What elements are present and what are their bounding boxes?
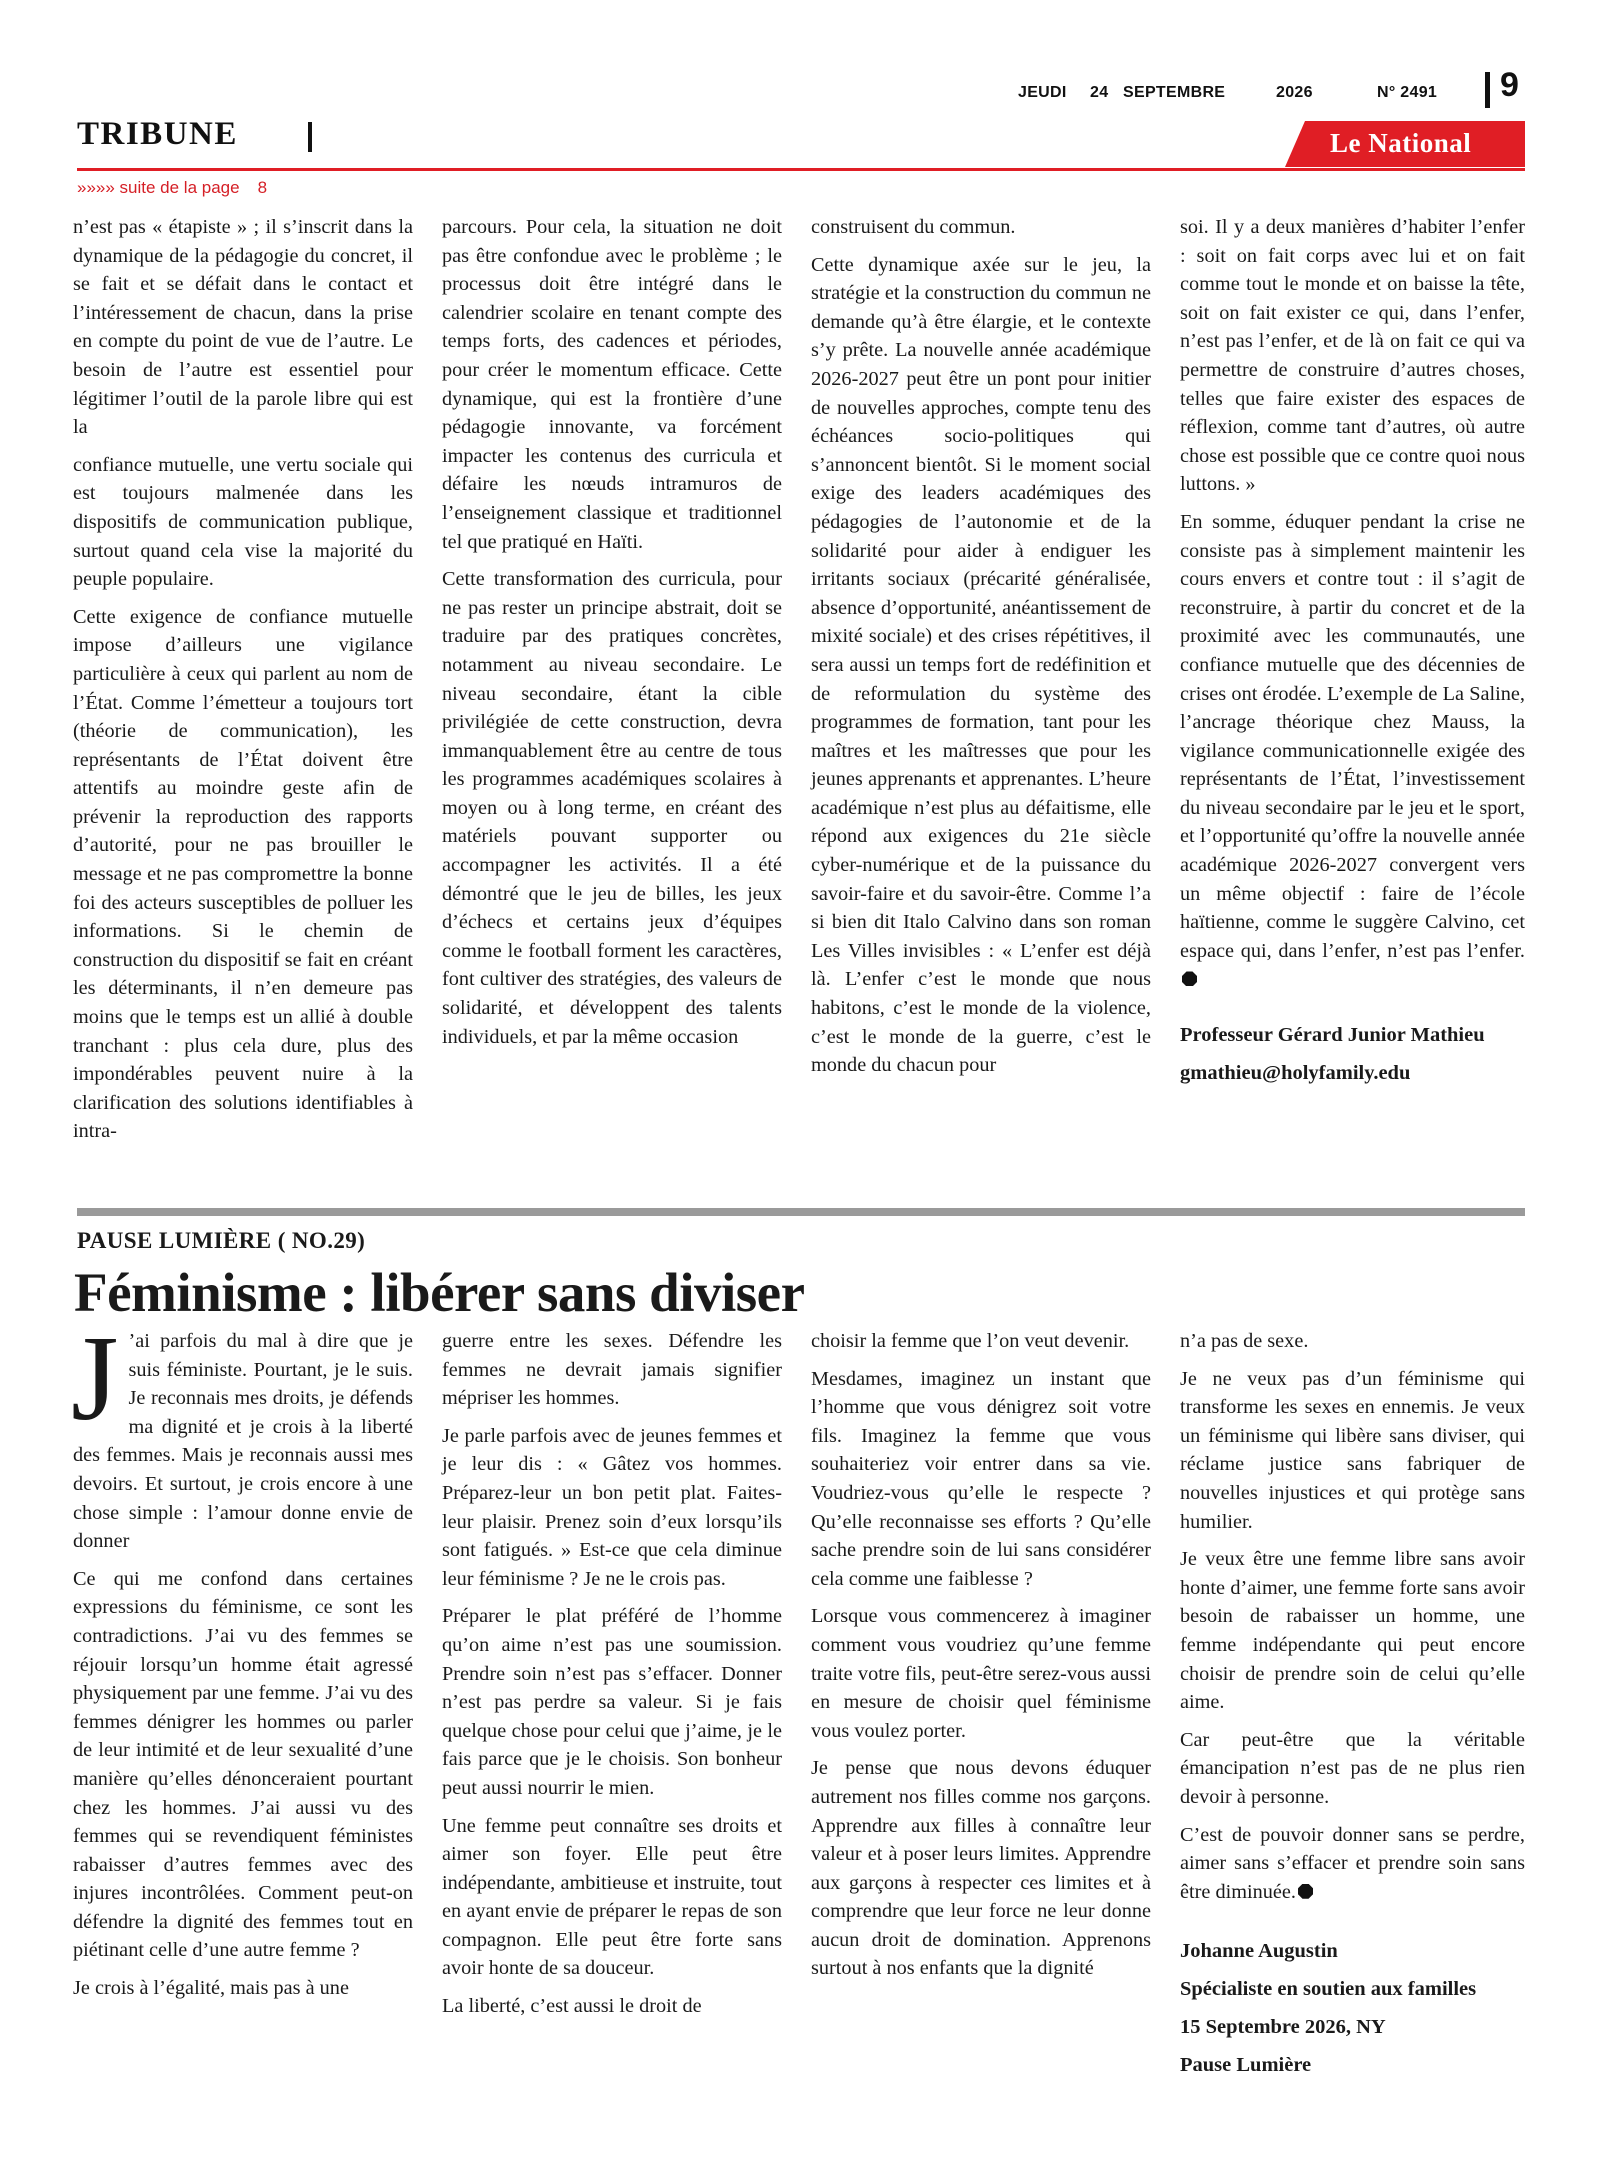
article1-column-4 — [1180, 213, 1525, 1092]
article2-column-3 — [811, 1327, 1151, 1992]
header-issue-number: N° 2491 — [1377, 84, 1438, 101]
header-red-rule — [77, 168, 1525, 171]
paragraph: Mesdames, imaginez un instant que l’homme que vous dénigrez soit votre fils. Imaginez la femme que vous souhaiteriez voir entrer dans sa vie. Voudriez-vous qu’elle le respecte ? Qu’elle reconnaisse ses efforts ? Qu’elle sache prendre soin de lui sans considérer cela comme une faiblesse ? — [811, 1367, 1151, 1590]
end-mark-icon — [1298, 1884, 1313, 1899]
header-divider — [1485, 72, 1490, 108]
article2-column-1 — [71, 1311, 413, 2012]
continued-page-link[interactable]: 8 — [257, 178, 268, 197]
page-number: 9 — [1500, 66, 1519, 104]
paragraph: soi. Il y a deux manières d’habiter l’enfer : soit on fait corps avec lui et on fait comme tout le monde et on baisse la tête, soit on fait exister ce qui, dans l’enfer, n’est pas l’enfer, et de là on fait ce qui va permettre de construire d’autres choses, telles que faire exister des espaces de réflexion, comme tant d’autres, où autre chose est possible que ce contre quoi nous luttons. » — [1180, 216, 1525, 496]
paragraph: parcours. Pour cela, la situation ne doit pas être confondue avec le problème ; le processus doit être intégré dans le calendrier scolaire en tenant compte des temps forts, des cadences et périodes, pour créer le momentum efficace. Cette dynamique, qui est la frontière d’une pédagogie innovante, va forcément impacter les contenus des curricula et défaire les nœuds intramuros de l’enseignement classique et traditionnel tel que pratiqué en Haïti. — [442, 216, 782, 553]
article2-column-2 — [442, 1327, 782, 2030]
article2-column-4 — [1180, 1327, 1525, 2084]
author-title: Spécialiste en soutien aux familles — [1180, 1978, 1477, 2001]
article1-column-2 — [442, 213, 782, 1060]
paragraph-text: En somme, éduquer pendant la crise ne consiste pas à simplement maintenir les cours envers et contre tout : il s’agit de reconstruire, à partir du concret et de la proximité avec les communautés, une confiance mutuelle que des décennies de crises ont érodée. L’exemple de La Saline, l’ancrage théorique chez Mauss, la vigilance communicationnelle exigée des représentants de l’État, l’investissement du niveau secondaire par le jeu et le sport, et l’opportunité qu’offre la nouvelle année académique 2026-2027 convergent vers un même objectif : faire de l’école haïtienne, comme le suggère Calvino, cet espace qui, dans l’enfer, n’est pas l’enfer. — [1180, 510, 1525, 962]
paragraph: Je ne veux pas d’un féminisme qui transforme les sexes en ennemis. Je veux un féminisme qui libère sans diviser, qui réclame justice sans fabriquer de nouvelles injustices et qui protège sans humilier. — [1180, 1367, 1525, 1533]
section-title: TRIBUNE — [77, 116, 238, 152]
paragraph: Préparer le plat préféré de l’homme qu’on aime n’est pas une soumission. Prendre soin n’est pas s’effacer. Donner n’est pas perdre sa valeur. Si je fais quelque chose pour celui que j’aime, je le fais parce que je le choisis. Son bonheur peut aussi nourrir le mien. — [442, 1605, 782, 1799]
paragraph: Cette transformation des curricula, pour ne pas rester un principe abstrait, doit se traduire par des pratiques concrètes, notamment au niveau secondaire. Le niveau secondaire, étant la cible privilégiée de cette construction, devra immanquablement être au centre de tous les programmes académiques scolaires à moyen ou à long terme, en créant des matériels pouvant supporter ou accompagner les activités. Il a été démontré que le jeu de billes, les jeux d’échecs et certains jeux d’équipes comme le football forment les caractères, font cultiver des stratégies, des valeurs de solidarité, et développent des talents individuels, et par la même occasion — [442, 568, 782, 1048]
paragraph: n’a pas de sexe. — [1180, 1330, 1309, 1352]
article1-signature — [1180, 1016, 1525, 1092]
paragraph — [1180, 508, 1525, 994]
author-name: Johanne Augustin — [1180, 1940, 1338, 1963]
column-name: Pause Lumière — [1180, 2054, 1312, 2077]
paragraph: Lorsque vous commencerez à imaginer comment vous voudriez qu’une femme traite votre fils, peut-être serez-vous aussi en mesure de choisir quel féminisme vous voulez porter. — [811, 1605, 1151, 1742]
paragraph: Je parle parfois avec de jeunes femmes et je leur dis : « Gâtez vos hommes. Préparez-leur un bon petit plat. Faites-leur plaisir. Prenez soin d’eux lorsqu’ils sont fatigués. » Est-ce que cela diminue leur féminisme ? Je ne le crois pas. — [442, 1424, 782, 1590]
article1-column-3 — [811, 213, 1151, 1089]
signature-date: 15 Septembre 2026, NY — [1180, 2016, 1386, 2039]
paragraph — [71, 1311, 413, 1556]
paragraph: Je crois à l’égalité, mais pas à une — [73, 1977, 349, 2000]
end-mark-icon — [1182, 971, 1197, 986]
brand-logo: Le National — [1330, 128, 1472, 158]
header-date-number: 24 — [1090, 84, 1109, 101]
article2-kicker: PAUSE LUMIÈRE ( NO.29) — [77, 1228, 366, 1253]
header-day: JEUDI — [1018, 84, 1067, 101]
article-divider — [77, 1208, 1525, 1216]
continued-text: »»»» suite de la page — [77, 178, 240, 197]
paragraph: Je pense que nous devons éduquer autrement nos filles comme nos garçons. Apprendre aux filles à connaître leur valeur et à poser leurs limites. Apprendre aux garçons à respecter ces limites et à comprendre que leur force ne leur donne aucun droit de domination. Apprenons surtout à nos enfants que la dignité — [811, 1757, 1151, 1980]
header-month: SEPTEMBRE — [1123, 84, 1226, 101]
article1-column-1 — [73, 213, 413, 1155]
paragraph-text: ’ai parfois du mal à dire que je suis féministe. Pourtant, je le suis. Je reconnais mes droits, je défends ma dignité et je crois à la liberté des femmes. Mais je reconnais aussi mes devoirs. Et surtout, je crois encore à une chose simple : l’amour donne envie de donner — [73, 1330, 413, 1553]
paragraph: Ce qui me confond dans certaines expressions du féminisme, ce sont les contradictions. J’ai vu des femmes se réjouir lorsqu’un homme était agressé physiquement par une femme. J’ai vu des femmes dénigrer les hommes ou parler de leur intimité et de leur sexualité d’une manière qu’elles dénonceraient pourtant chez les hommes. J’ai aussi vu des femmes qui se revendiquent féministes rabaisser d’autres femmes avec des injures incontrôlées. Comment peut-on défendre la dignité des femmes tout en piétinant celle d’une autre femme ? — [73, 1567, 413, 1962]
author-name: Professeur Gérard Junior Mathieu — [1180, 1024, 1485, 1047]
paragraph: n’est pas « étapiste » ; il s’inscrit dans la dynamique de la pédagogie du concret, il se fait et se défait dans le contact et l’intéressement de chacun, dans la prise en compte du point de vue de l’autre. Le besoin de l’autre est essentiel pour légitimer l’outil de la parole libre qui est la — [73, 216, 413, 439]
paragraph: Cette exigence de confiance mutuelle impose d’ailleurs une vigilance particulière à ceux qui parlent au nom de l’État. Comme l’émetteur a toujours tort (théorie de communication), les représentants de l’État doivent être attentifs au moindre geste afin de prévenir la reproduction des rapports d’autorité, pour ne pas brouiller le message et ne pas compromettre la bonne foi des acteurs susceptibles de polluer les informations. Si le chemin de construction du dispositif se fait en créant les déterminants, il n’en demeure pas moins que le temps est un allié à double tranchant : plus cela dure, plus des impondérables peuvent nuire à la clarification des solutions identifiables à intra- — [73, 605, 413, 1143]
author-email[interactable]: gmathieu@holyfamily.edu — [1180, 1062, 1411, 1085]
paragraph: choisir la femme que l’on veut devenir. — [811, 1330, 1130, 1352]
paragraph-text: C’est de pouvoir donner sans se perdre, aimer sans s’effacer et prendre soin sans être diminuée. — [1180, 1823, 1525, 1903]
paragraph: La liberté, c’est aussi le droit de — [442, 1995, 702, 2018]
paragraph: Je veux être une femme libre sans avoir honte d’aimer, une femme forte sans avoir besoin de rabaisser un homme, une femme indépendante qui peut encore choisir de prendre soin de celui qu’elle aime. — [1180, 1548, 1525, 1714]
article2-headline: Féminisme : libérer sans diviser — [74, 1262, 805, 1323]
article2-signature — [1180, 1932, 1525, 2084]
paragraph: Cette dynamique axée sur le jeu, la stratégie et la construction du commun ne demande qu’à être élargie, et le contexte s’y prête. La nouvelle année académique 2026-2027 peut être un pont pour initier de nouvelles approches, compte tenu des échéances socio-politiques qui s’annoncent bientôt. Si le moment social exige des leaders académiques des pédagogies de l’autonomie et de la solidarité pour aider à endiguer les irritants sociaux (précarité généralisée, absence d’opportunité, anéantissement de mixité sociale) et des crises répétitives, il sera aussi un temps fort de redéfinition et de reformulation du système des programmes de formation, tant pour les maîtres et les maîtresses que pour les jeunes apprenants et apprenantes. L’heure académique n’est plus au défaitisme, elle répond aux exigences du 21e siècle cyber-numérique et de la puissance du savoir-faire et du savoir-être. Comme l’a si bien dit Italo Calvino dans son roman Les Villes invisibles : « L’enfer est déjà là. L’enfer c’est le monde que nous habitons, c’est le monde de la violence, c’est le monde de la guerre, c’est le monde du chacun pour — [811, 253, 1151, 1077]
paragraph: confiance mutuelle, une vertu sociale qui est toujours malmenée dans les dispositifs de communication publique, surtout quand cela vise la majorité du peuple populaire. — [73, 453, 413, 591]
paragraph: construisent du commun. — [811, 216, 1016, 238]
paragraph — [1180, 1821, 1525, 1907]
header-year: 2026 — [1276, 84, 1313, 101]
drop-cap: J — [71, 1311, 119, 1446]
section-title-bar — [308, 122, 312, 152]
paragraph: guerre entre les sexes. Défendre les femmes ne devrait jamais signifier mépriser les hommes. — [442, 1330, 782, 1410]
continued-from-label[interactable] — [77, 178, 267, 198]
paragraph: Car peut-être que la véritable émancipation n’est pas de ne plus rien devoir à personne. — [1180, 1728, 1525, 1808]
paragraph: Une femme peut connaître ses droits et aimer son foyer. Elle peut être indépendante, ambitieuse et instruite, tout en ayant envie de préparer le repas de son compagnon. Elle peut être forte sans avoir honte de sa douceur. — [442, 1814, 782, 1980]
